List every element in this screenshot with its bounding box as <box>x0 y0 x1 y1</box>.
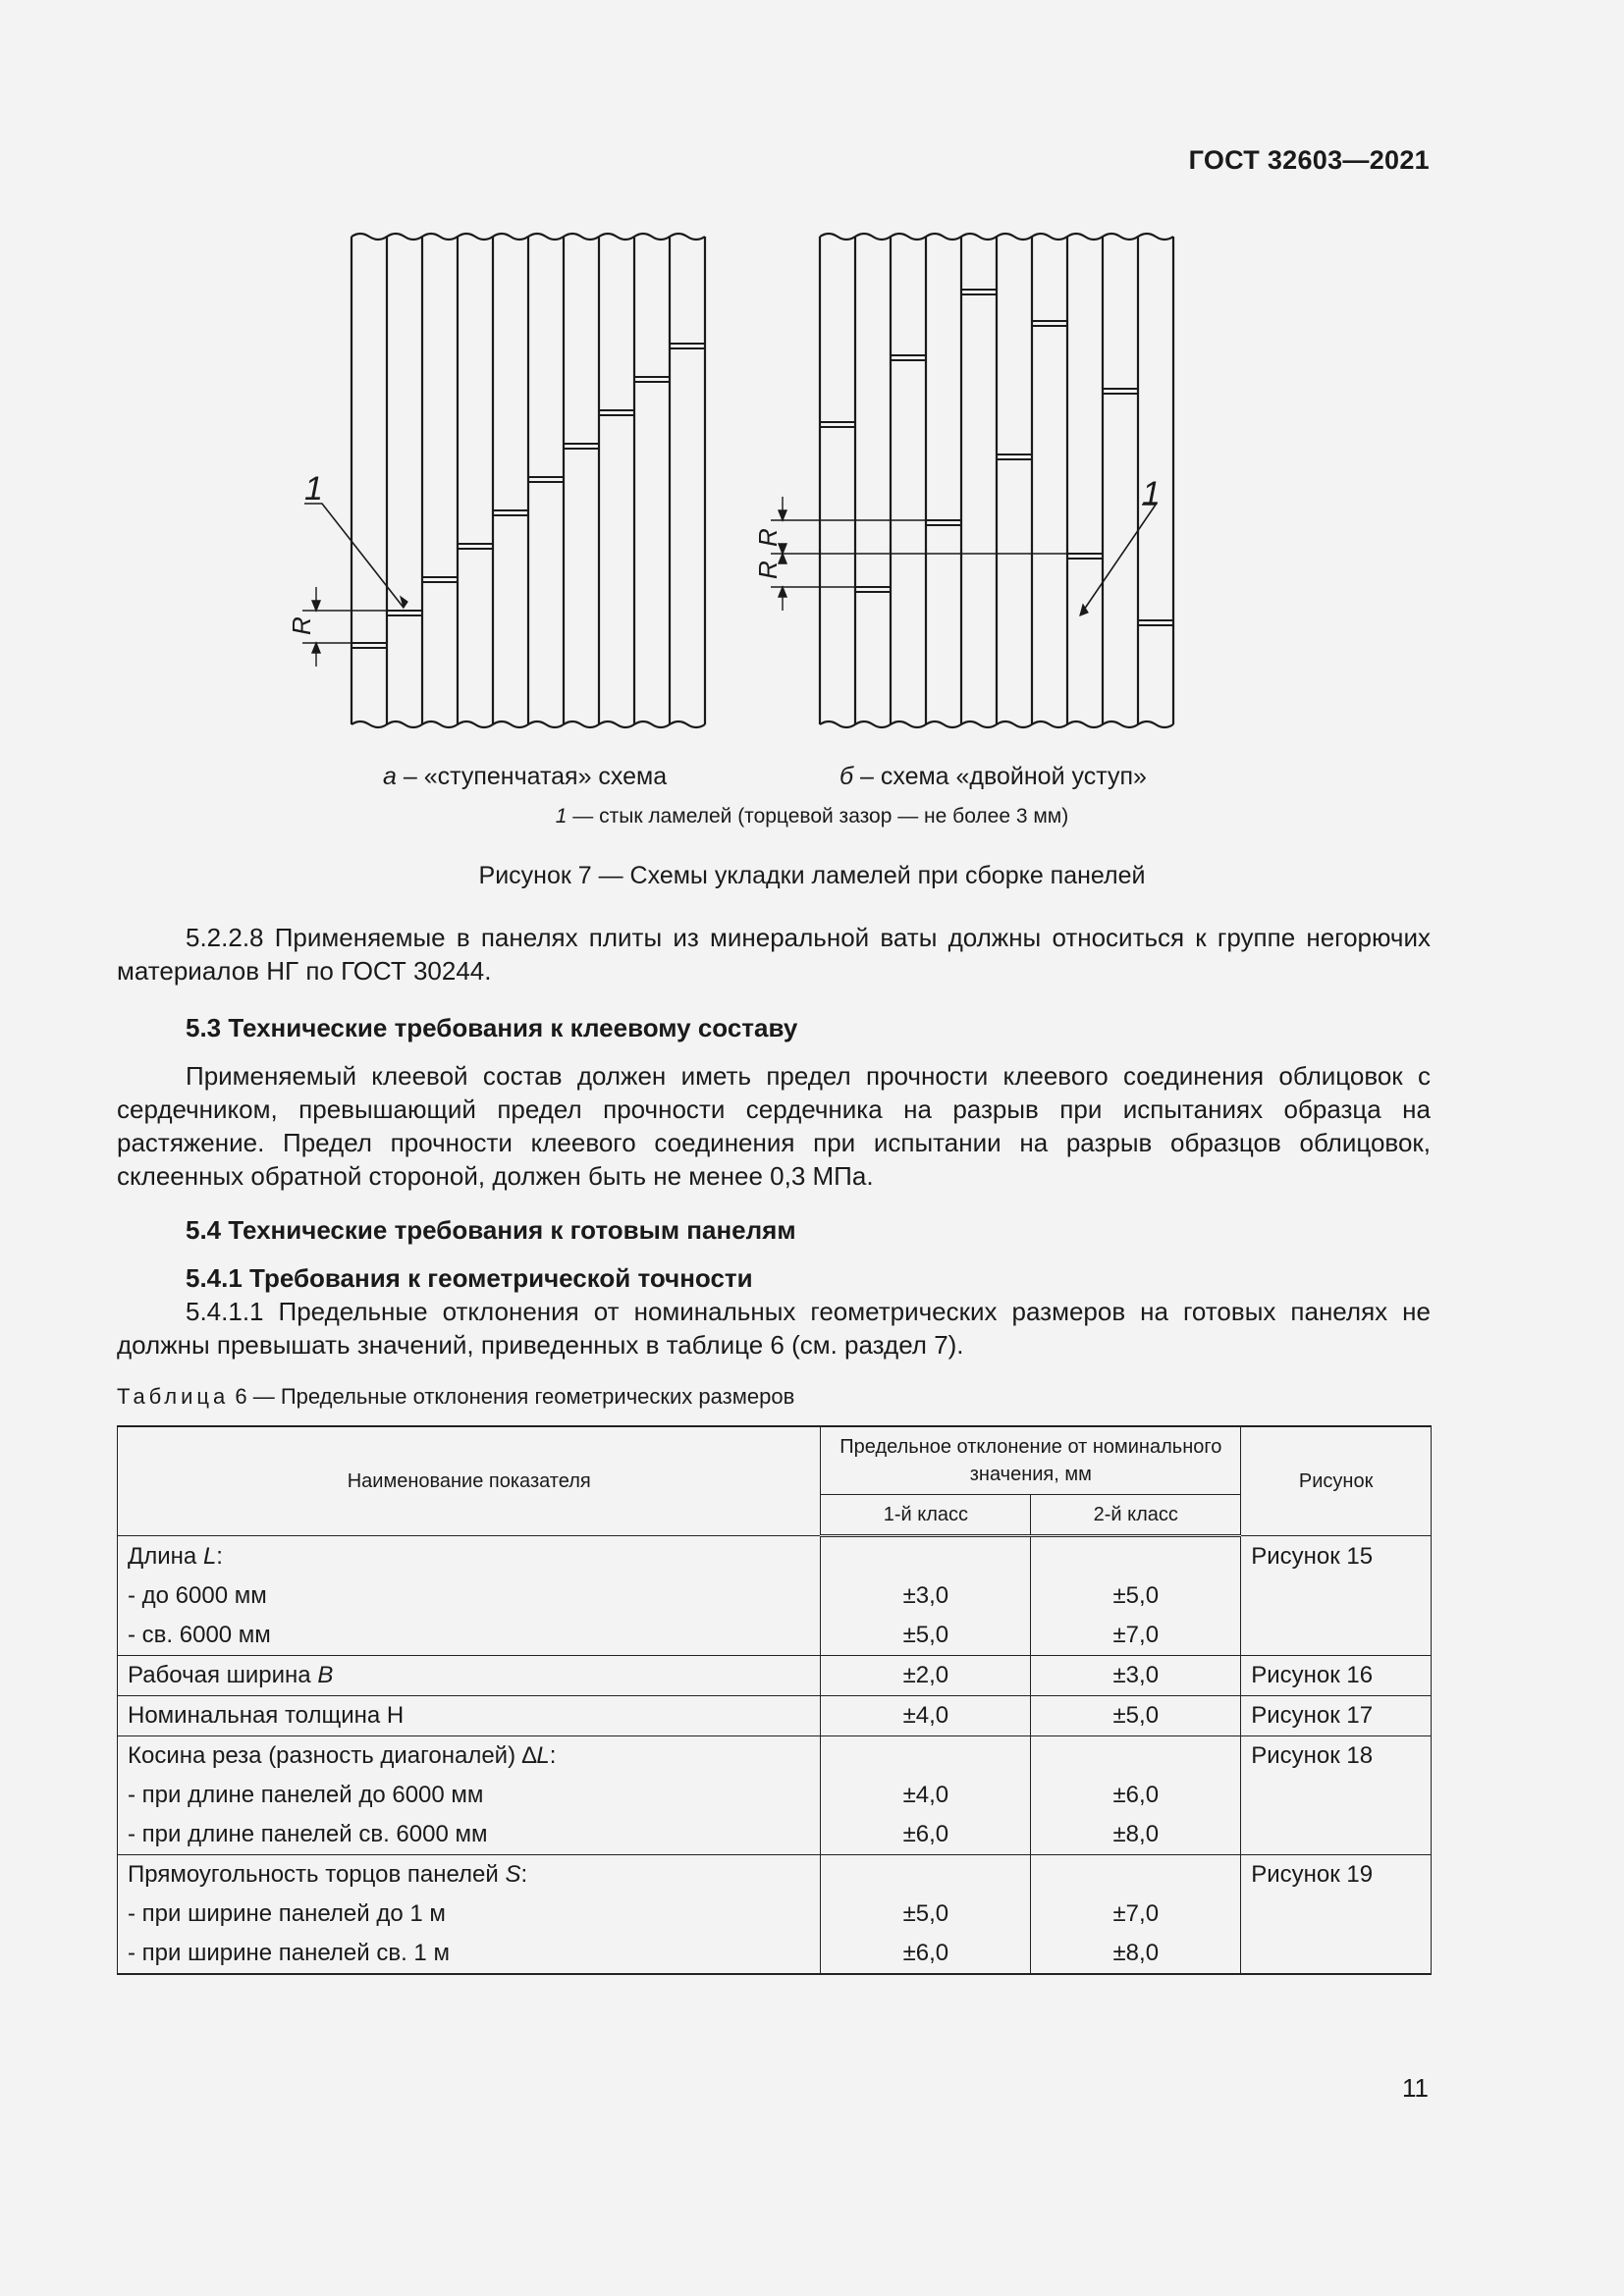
cell-figure: Рисунок 17 <box>1241 1696 1432 1736</box>
table-row <box>118 1736 1432 1777</box>
cell-figure <box>1241 1934 1432 1974</box>
table-row <box>118 1656 1432 1696</box>
cell-class-2: ±7,0 <box>1031 1616 1241 1656</box>
heading-5-4-1: 5.4.1 Требования к геометрической точности <box>186 1263 753 1293</box>
cell-figure <box>1241 1895 1432 1934</box>
cell-class-1: ±4,0 <box>821 1776 1031 1815</box>
cell-class-1: ±6,0 <box>821 1934 1031 1974</box>
cell-class-1: ±5,0 <box>821 1616 1031 1656</box>
cell-class-2: ±7,0 <box>1031 1895 1241 1934</box>
cell-figure: Рисунок 15 <box>1241 1536 1432 1577</box>
heading-5-4: 5.4 Технические требования к готовым панелям <box>186 1215 796 1245</box>
header-class-2: 2-й класс <box>1031 1495 1241 1536</box>
dim-label-a: R <box>287 616 316 635</box>
table-row <box>118 1696 1432 1736</box>
cell-figure: Рисунок 19 <box>1241 1855 1432 1896</box>
cell-figure <box>1241 1616 1432 1656</box>
heading-5-3: 5.3 Технические требования к клеевому составу <box>186 1013 798 1042</box>
cell-indicator: - при длине панелей св. 6000 мм <box>118 1815 821 1855</box>
table-row <box>118 1576 1432 1616</box>
table-caption: Таблица 6 — Предельные отклонения геометрических размеров <box>117 1384 795 1409</box>
cell-indicator: - при ширине панелей до 1 м <box>118 1895 821 1934</box>
dim-label-b2: R <box>753 528 783 547</box>
cell-class-2: ±6,0 <box>1031 1776 1241 1815</box>
cell-class-1: ±3,0 <box>821 1576 1031 1616</box>
callout-b: 1 <box>1142 475 1161 512</box>
cell-figure <box>1241 1576 1432 1616</box>
paragraph-5228: 5.2.2.8 Применяемые в панелях плиты из минеральной ваты должны относиться к группе негорючих материалов НГ по ГОСТ 30244. <box>117 923 1431 986</box>
figure-legend: 1 — стык ламелей (торцевой зазор — не более 3 мм) <box>555 805 1069 828</box>
standard-number: ГОСТ 32603—2021 <box>1188 145 1430 175</box>
cell-indicator: - св. 6000 мм <box>118 1616 821 1656</box>
figure-title: Рисунок 7 — Схемы укладки ламелей при сборке панелей <box>478 862 1146 889</box>
dim-label-b1: R <box>753 561 783 579</box>
cell-class-1: ±6,0 <box>821 1815 1031 1855</box>
header-name: Наименование показателя <box>118 1426 821 1536</box>
lamella-layout-figure <box>275 221 1198 810</box>
cell-class-2 <box>1031 1736 1241 1777</box>
cell-class-2: ±8,0 <box>1031 1815 1241 1855</box>
cell-class-2: ±8,0 <box>1031 1934 1241 1974</box>
cell-figure <box>1241 1815 1432 1855</box>
cell-indicator: Прямоугольность торцов панелей S: <box>118 1855 821 1896</box>
cell-class-2: ±3,0 <box>1031 1656 1241 1696</box>
header-class-1: 1-й класс <box>821 1495 1031 1536</box>
paragraph-5-3: Применяемый клеевой состав должен иметь предел прочности клеевого соединения облицовок с сердечником, превышающий предел прочности сердечника на разрыв при испытаниях образца на растяжение. Предел прочности клеевого соединения при испытании на разрыв образцов облицовок, склеенных обратной стороной, должен быть не менее 0,3 МПа. <box>117 1061 1431 1191</box>
cell-indicator: Длина L: <box>118 1536 821 1577</box>
cell-class-2: ±5,0 <box>1031 1696 1241 1736</box>
cell-class-2 <box>1031 1855 1241 1896</box>
cell-indicator: Косина реза (разность диагоналей) ∆L: <box>118 1736 821 1777</box>
cell-class-2: ±5,0 <box>1031 1576 1241 1616</box>
table-row <box>118 1855 1432 1896</box>
cell-figure <box>1241 1776 1432 1815</box>
callout-a: 1 <box>304 470 323 507</box>
cell-indicator: Номинальная толщина H <box>118 1696 821 1736</box>
table-row <box>118 1895 1432 1934</box>
cell-indicator: - до 6000 мм <box>118 1576 821 1616</box>
cell-class-1: ±5,0 <box>821 1895 1031 1934</box>
table-row <box>118 1536 1432 1577</box>
scheme-b-double-step <box>771 234 1173 727</box>
scheme-a-stepped <box>302 234 705 727</box>
cell-class-1: ±4,0 <box>821 1696 1031 1736</box>
cell-indicator: - при длине панелей до 6000 мм <box>118 1776 821 1815</box>
cell-class-1: ±2,0 <box>821 1656 1031 1696</box>
cell-class-2 <box>1031 1536 1241 1577</box>
cell-figure: Рисунок 16 <box>1241 1656 1432 1696</box>
cell-class-1 <box>821 1736 1031 1777</box>
table-row <box>118 1815 1432 1855</box>
page-number: 11 <box>1402 2073 1429 2103</box>
cell-class-1 <box>821 1855 1031 1896</box>
caption-scheme-b: б – схема «двойной уступ» <box>839 763 1147 790</box>
cell-indicator: Рабочая ширина B <box>118 1656 821 1696</box>
cell-indicator: - при ширине панелей св. 1 м <box>118 1934 821 1974</box>
header-figure: Рисунок <box>1241 1426 1432 1536</box>
table-row <box>118 1776 1432 1815</box>
header-deviation: Предельное отклонение от номинального значения, мм <box>821 1426 1241 1495</box>
cell-class-1 <box>821 1536 1031 1577</box>
deviation-table <box>117 1425 1432 1975</box>
caption-scheme-a: а – «ступенчатая» схема <box>383 763 668 790</box>
table-row <box>118 1616 1432 1656</box>
table-row <box>118 1934 1432 1974</box>
cell-figure: Рисунок 18 <box>1241 1736 1432 1777</box>
paragraph-5411: 5.4.1.1 Предельные отклонения от номинальных геометрических размеров на готовых панелях не должны превышать значений, приведенных в таблице 6 (см. раздел 7). <box>117 1297 1431 1360</box>
